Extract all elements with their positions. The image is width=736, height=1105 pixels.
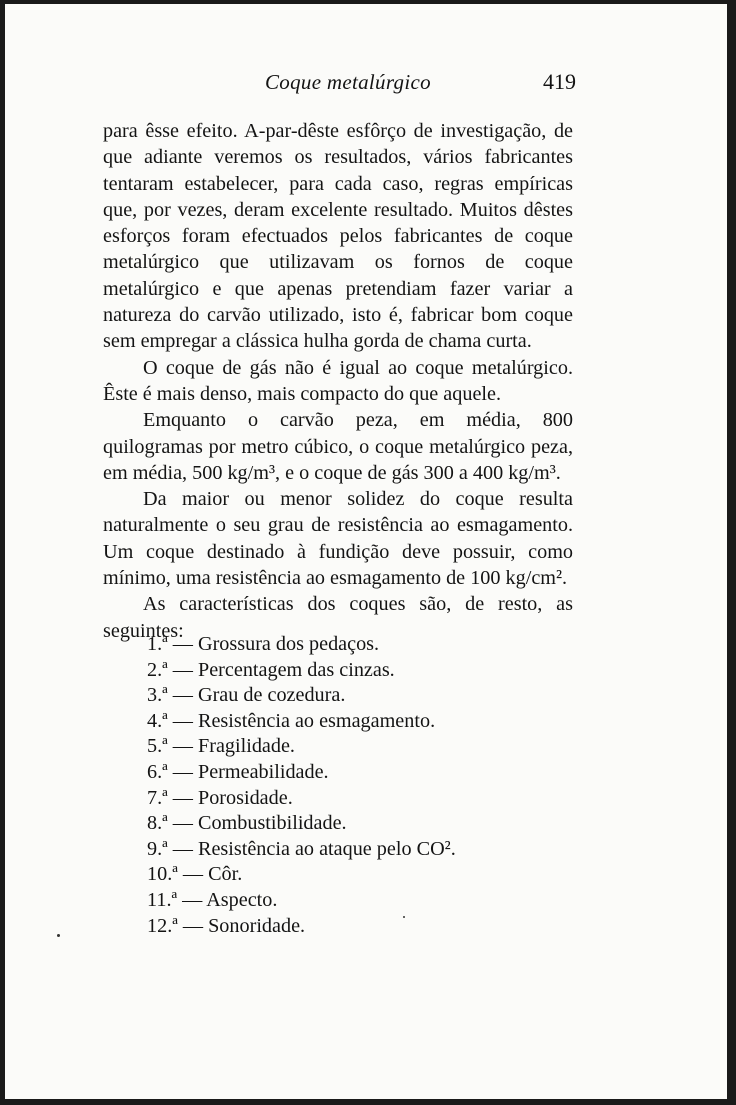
body-text	[103, 118, 573, 644]
book-page	[5, 4, 727, 1099]
running-title: Coque metalúrgico	[265, 70, 431, 94]
paragraph: Emquanto o carvão peza, em média, 800 quilogramas por metro cúbico, o coque metalúrgico peza, em média, 500 kg/m³, e o coque de gás 300 a 400 kg/m³.	[103, 409, 573, 484]
paragraph: O coque de gás não é igual ao coque metalúrgico. Êste é mais denso, mais compacto do que aquele.	[103, 356, 573, 405]
paragraph: para êsse efeito. A-par-dêste esfôrço de investigação, de que adiante veremos os resultados, vários fabricantes tentaram estabelecer, para cada caso, regras empíricas que, por vezes, deram excelente resultado. Muitos dêstes esforços foram efectuados pelos fabricantes de coque metalúrgico que utilizavam os fornos de coque metalúrgico e que apenas pretendiam fazer variar a natureza do carvão utilizado, isto é, fabricar bom coque sem empregar a clássica hulha gorda de chama curta.	[103, 120, 573, 353]
list-item: 1.ª — Grossura dos pedaços.	[147, 633, 380, 655]
paragraph: Da maior ou menor solidez do coque resulta naturalmente o seu grau de resistência ao esmagamento. Um coque destinado à fundição deve possuir, como mínimo, uma resistência ao esmagamento de 100 kg/cm².	[103, 488, 573, 590]
characteristics-list	[147, 632, 456, 939]
list-item: 11.ª — Aspecto.	[147, 888, 278, 911]
paragraph: As características dos coques são, de resto, as seguintes:	[103, 593, 573, 642]
list-item: 4.ª — Resistência ao esmagamento.	[147, 709, 436, 732]
paper-speck	[403, 916, 405, 918]
list-item: 5.ª — Fragilidade.	[147, 735, 295, 758]
list-item: 8.ª — Combustibilidade.	[147, 812, 347, 835]
list-item: 6.ª — Permeabilidade.	[147, 760, 329, 783]
page-number: 419	[543, 69, 576, 94]
paper-speck	[57, 934, 60, 937]
list-item: 9.ª — Resistência ao ataque pelo CO².	[147, 837, 456, 860]
list-item: 12.ª — Sonoridade.	[147, 914, 306, 937]
list-item: 10.ª — Côr.	[147, 863, 243, 886]
list-item: 2.ª — Percentagem das cinzas.	[147, 658, 395, 681]
list-item: 7.ª — Porosidade.	[147, 786, 293, 809]
list-item: 3.ª — Grau de cozedura.	[147, 684, 346, 707]
page-header	[5, 70, 727, 100]
